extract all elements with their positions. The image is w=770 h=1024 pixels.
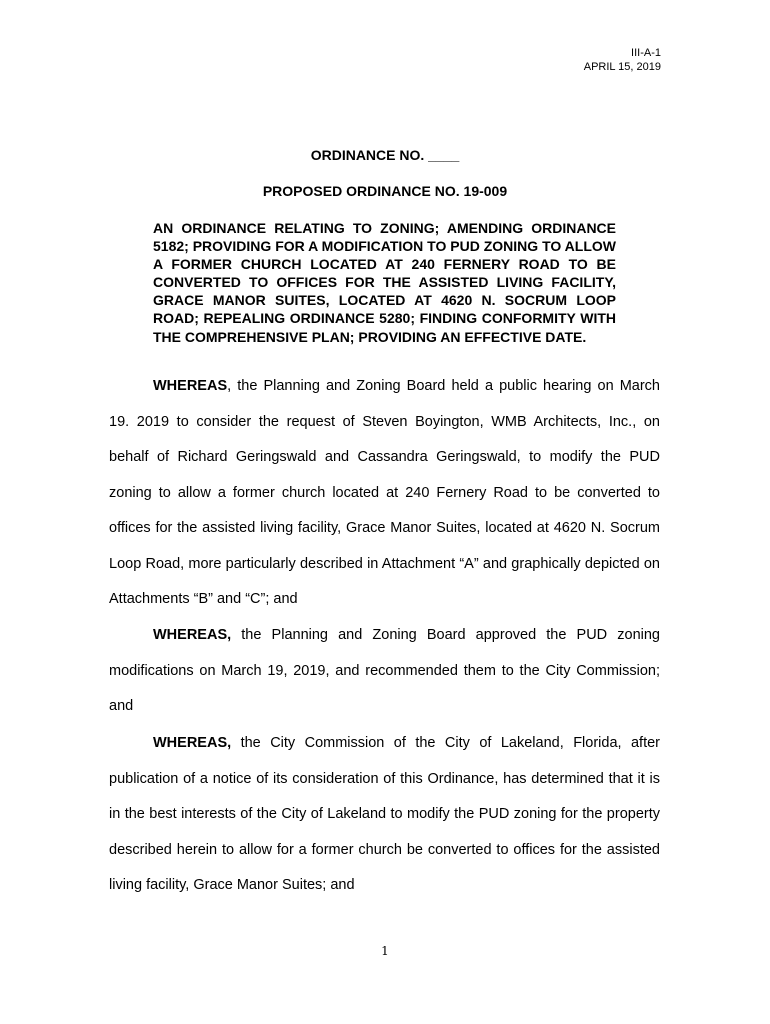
whereas-paragraph-2 bbox=[109, 618, 660, 725]
whereas-lead: WHEREAS bbox=[153, 378, 228, 394]
ordinance-number-title: ORDINANCE NO. ____ bbox=[310, 147, 460, 163]
page-number: 1 bbox=[381, 944, 389, 958]
paragraph-text: the Planning and Zoning Board approved the PUD zoning modifications on March 19, 2019, and recommended them to the City Commission; and bbox=[109, 627, 660, 714]
header-date: APRIL 15, 2019 bbox=[583, 61, 661, 73]
whereas-lead: WHEREAS, bbox=[153, 627, 232, 643]
paragraph-text: the City Commission of the City of Lakeland, Florida, after publication of a notice of its consideration of this Ordinance, has determined that it is in the best interests of the City of Lakeland to modify the PUD zoning for the property described herein to allow for a former church be converted to offices for the assisted living facility, Grace Manor Suites; and bbox=[109, 735, 660, 893]
paragraph-text: , the Planning and Zoning Board held a public hearing on March 19. 2019 to consider the request of Steven Boyington, WMB Architects, Inc., on behalf of Richard Geringswald and Cassandra Geringswald, to modify the PUD zoning to allow a former church located at 240 Fernery Road to be converted to offices for the assisted living facility, Grace Manor Suites, located at 4620 N. Socrum Loop Road, more particularly described in Attachment “A” and graphically depicted on Attachments “B” and “C”; and bbox=[109, 378, 660, 607]
whereas-lead: WHEREAS, bbox=[153, 735, 232, 751]
whereas-paragraph-3 bbox=[109, 726, 660, 904]
ordinance-caption: AN ORDINANCE RELATING TO ZONING; AMENDING ORDINANCE 5182; PROVIDING FOR A MODIFICATION TO PUD ZONING TO ALLOW A FORMER CHURCH LOCATED AT 240 FERNERY ROAD TO BE CONVERTED TO OFFICES FOR THE ASSISTED LIVING FACILITY, GRACE MANOR SUITES, LOCATED AT 4620 N. SOCRUM LOOP ROAD; REPEALING ORDINANCE 5280; FINDING CONFORMITY WITH THE COMPREHENSIVE PLAN; PROVIDING AN EFFECTIVE DATE. bbox=[153, 220, 616, 345]
agenda-reference: III-A-1 bbox=[631, 47, 661, 59]
document-header bbox=[584, 46, 661, 74]
whereas-paragraph-1 bbox=[109, 369, 660, 618]
proposed-ordinance-number: PROPOSED ORDINANCE NO. 19-009 bbox=[262, 183, 508, 199]
